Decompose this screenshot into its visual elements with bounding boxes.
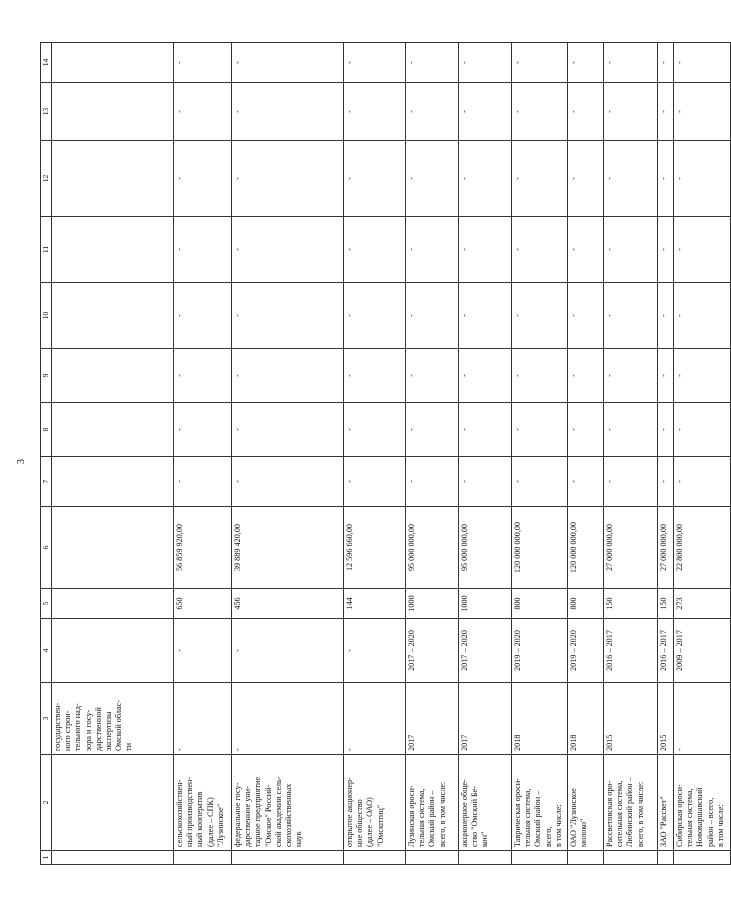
table-cell-col-6: 56 859 920,00 [174, 507, 232, 589]
table-row [52, 43, 174, 865]
table-cell-col-6: 12 596 660,00 [344, 507, 406, 589]
table-cell-col-6: 27 000 000,00 [604, 507, 658, 589]
table-cell-col-12: - [604, 141, 658, 217]
table-cell-col-13: - [658, 83, 674, 141]
table-cell-col-8: - [674, 403, 731, 457]
table-cell-col-2: Рассветовская оро- сительная система, Любинский район – всего, в том числе: [604, 755, 658, 851]
table-cell-col-4: 2016 – 2017 [604, 619, 658, 683]
table-cell-col-9: - [232, 349, 344, 403]
table-cell-col-3: 2018 [512, 683, 568, 755]
table-cell-col-3: 2015 [658, 683, 674, 755]
table-cell-col-10: - [344, 283, 406, 349]
row-number-cell [658, 851, 674, 865]
row-number-cell [406, 851, 459, 865]
table-cell-col-3: - [674, 683, 731, 755]
table-row [512, 43, 568, 865]
table-cell-col-14: - [174, 43, 232, 83]
table-cell-col-7: - [604, 457, 658, 507]
table-cell-col-13: - [568, 83, 604, 141]
table-cell-col-6: 27 000 000,00 [658, 507, 674, 589]
row-number-cell [174, 851, 232, 865]
table-cell-col-5: 150 [658, 589, 674, 619]
table-cell-col-14: - [512, 43, 568, 83]
table-cell-col-13: - [344, 83, 406, 141]
table-cell-col-7: - [568, 457, 604, 507]
table-cell-col-2: ЗАО "Рассвет" [658, 755, 674, 851]
column-number: 7 [41, 457, 52, 507]
row-number-cell [568, 851, 604, 865]
row-number-cell [232, 851, 344, 865]
table-cell-col-8: - [568, 403, 604, 457]
table-cell-col-12 [52, 141, 174, 217]
table-cell-col-14 [52, 43, 174, 83]
table-cell-col-6: 120 000 000,00 [568, 507, 604, 589]
table-row [604, 43, 658, 865]
table-cell-col-13: - [604, 83, 658, 141]
table-row [174, 43, 232, 865]
row-number-cell [459, 851, 512, 865]
table-cell-col-12: - [568, 141, 604, 217]
table-cell-col-8: - [344, 403, 406, 457]
table-cell-col-10: - [232, 283, 344, 349]
table-cell-col-13: - [406, 83, 459, 141]
table-cell-col-12: - [512, 141, 568, 217]
table-cell-col-9 [52, 349, 174, 403]
table-cell-col-11: - [406, 217, 459, 283]
table-cell-col-2: сельскохозяйствен- ный производствен- ный кооператив (далее – СПК) "Лузинское" [174, 755, 232, 851]
table-cell-col-6: 22 800 000,00 [674, 507, 731, 589]
table-cell-col-11: - [568, 217, 604, 283]
column-number: 1 [41, 851, 52, 865]
column-number: 2 [41, 755, 52, 851]
table-cell-col-9: - [674, 349, 731, 403]
row-number-cell [674, 851, 731, 865]
table-cell-col-7: - [344, 457, 406, 507]
table-row [459, 43, 512, 865]
table-cell-col-5 [52, 589, 174, 619]
table-cell-col-7: - [174, 457, 232, 507]
table-cell-col-11: - [674, 217, 731, 283]
table-cell-col-7: - [658, 457, 674, 507]
table-cell-col-3: государствен- ного строи- тельного над- зора и госу- дарственной экспертизы Омской облас- ти [52, 683, 174, 755]
table-cell-col-9: - [344, 349, 406, 403]
table-cell-col-8: - [174, 403, 232, 457]
table-cell-col-10 [52, 283, 174, 349]
table-cell-col-3: - [174, 683, 232, 755]
table-cell-col-6: 39 889 420,00 [232, 507, 344, 589]
page-number: 3 [16, 459, 27, 464]
column-number: 5 [41, 589, 52, 619]
table-cell-col-7 [52, 457, 174, 507]
rotated-table-container [40, 43, 725, 865]
table-cell-col-3: 2018 [568, 683, 604, 755]
table-cell-col-5: 800 [568, 589, 604, 619]
table-cell-col-3: 2017 [406, 683, 459, 755]
table-cell-col-14: - [406, 43, 459, 83]
table-cell-col-11: - [658, 217, 674, 283]
column-number: 13 [41, 83, 52, 141]
column-number: 10 [41, 283, 52, 349]
column-number: 9 [41, 349, 52, 403]
table-cell-col-10: - [604, 283, 658, 349]
table-cell-col-12: - [406, 141, 459, 217]
table-cell-col-9: - [512, 349, 568, 403]
table-cell-col-4: 2019 – 2020 [568, 619, 604, 683]
row-number-cell [604, 851, 658, 865]
table-cell-col-8: - [406, 403, 459, 457]
table-cell-col-2: ОАО "Лузинское молоко" [568, 755, 604, 851]
table-cell-col-8: - [604, 403, 658, 457]
table-cell-col-3: 2015 [604, 683, 658, 755]
table-cell-col-13: - [459, 83, 512, 141]
data-table [40, 42, 731, 865]
table-cell-col-11: - [604, 217, 658, 283]
table-cell-col-12: - [232, 141, 344, 217]
table-cell-col-13: - [512, 83, 568, 141]
table-cell-col-13 [52, 83, 174, 141]
table-cell-col-14: - [344, 43, 406, 83]
row-number-cell [512, 851, 568, 865]
table-cell-col-5: 650 [174, 589, 232, 619]
table-cell-col-3: - [344, 683, 406, 755]
table-cell-col-8: - [512, 403, 568, 457]
table-row [344, 43, 406, 865]
table-cell-col-9: - [406, 349, 459, 403]
table-cell-col-4: - [232, 619, 344, 683]
table-cell-col-7: - [232, 457, 344, 507]
table-cell-col-3: - [232, 683, 344, 755]
table-cell-col-11: - [512, 217, 568, 283]
table-cell-col-8: - [658, 403, 674, 457]
table-cell-col-10: - [174, 283, 232, 349]
table-cell-col-5: 1000 [406, 589, 459, 619]
table-cell-col-10: - [406, 283, 459, 349]
table-cell-col-10: - [512, 283, 568, 349]
table-cell-col-7: - [406, 457, 459, 507]
table-cell-col-5: 1000 [459, 589, 512, 619]
table-cell-col-9: - [568, 349, 604, 403]
table-cell-col-14: - [674, 43, 731, 83]
table-cell-col-12: - [674, 141, 731, 217]
table-cell-col-4: 2016 – 2017 [658, 619, 674, 683]
column-number: 14 [41, 43, 52, 83]
table-cell-col-14: - [658, 43, 674, 83]
table-cell-col-4: 2017 – 2020 [406, 619, 459, 683]
row-number-cell [344, 851, 406, 865]
column-number: 6 [41, 507, 52, 589]
table-cell-col-2: открытое акционер- ное общество (далее – ОАО) "Омскптиц" [344, 755, 406, 851]
table-cell-col-2: федеральное госу- дарственное уни- тарное предприятие "Омское" Россий- ской академии сель- скохозяйственных наук [232, 755, 344, 851]
table-row [674, 43, 731, 865]
table-cell-col-8: - [232, 403, 344, 457]
table-cell-col-6 [52, 507, 174, 589]
table-cell-col-8: - [459, 403, 512, 457]
table-cell-col-7: - [459, 457, 512, 507]
table-cell-col-10: - [459, 283, 512, 349]
table-cell-col-5: 150 [604, 589, 658, 619]
table-cell-col-13: - [674, 83, 731, 141]
table-cell-col-12: - [344, 141, 406, 217]
table-cell-col-2: Лузинская ороси- тельная система, Омский район – всего, в том числе: [406, 755, 459, 851]
table-cell-col-3: 2017 [459, 683, 512, 755]
table-cell-col-13: - [232, 83, 344, 141]
column-number: 12 [41, 141, 52, 217]
row-number-cell [52, 851, 174, 865]
table-cell-col-11 [52, 217, 174, 283]
table-cell-col-14: - [232, 43, 344, 83]
table-cell-col-5: 273 [674, 589, 731, 619]
table-cell-col-9: - [604, 349, 658, 403]
table-cell-col-4: 2019 – 2020 [512, 619, 568, 683]
table-cell-col-9: - [174, 349, 232, 403]
column-number: 4 [41, 619, 52, 683]
table-cell-col-12: - [459, 141, 512, 217]
column-number: 11 [41, 217, 52, 283]
column-number-row [41, 43, 52, 865]
table-cell-col-9: - [459, 349, 512, 403]
table-row [658, 43, 674, 865]
table-cell-col-12: - [658, 141, 674, 217]
table-cell-col-2: Сибирская ороси- тельная система, Нововаршавский район – всего, в том числе: [674, 755, 731, 851]
table-cell-col-2 [52, 755, 174, 851]
table-cell-col-4: - [344, 619, 406, 683]
table-cell-col-11: - [232, 217, 344, 283]
table-cell-col-4 [52, 619, 174, 683]
table-cell-col-10: - [674, 283, 731, 349]
table-cell-col-5: 800 [512, 589, 568, 619]
table-cell-col-2: Таврическая ороси- тельная система, Омский район – всего, в том числе: [512, 755, 568, 851]
table-cell-col-8 [52, 403, 174, 457]
table-cell-col-9: - [658, 349, 674, 403]
table-cell-col-6: 120 000 000,00 [512, 507, 568, 589]
table-row [406, 43, 459, 865]
table-cell-col-11: - [174, 217, 232, 283]
table-cell-col-10: - [568, 283, 604, 349]
table-cell-col-14: - [604, 43, 658, 83]
table-cell-col-14: - [568, 43, 604, 83]
table-cell-col-10: - [658, 283, 674, 349]
table-cell-col-13: - [174, 83, 232, 141]
table-cell-col-6: 95 000 000,00 [406, 507, 459, 589]
table-row [568, 43, 604, 865]
table-cell-col-11: - [344, 217, 406, 283]
table-row [232, 43, 344, 865]
table-cell-col-2: акционерное обще- ство "Омский Бе- кон" [459, 755, 512, 851]
table-cell-col-6: 95 000 000,00 [459, 507, 512, 589]
table-cell-col-7: - [512, 457, 568, 507]
table-cell-col-11: - [459, 217, 512, 283]
table-cell-col-5: 456 [232, 589, 344, 619]
table-cell-col-5: 144 [344, 589, 406, 619]
table-cell-col-4: 2009 – 2017 [674, 619, 731, 683]
table-cell-col-14: - [459, 43, 512, 83]
table-cell-col-7: - [674, 457, 731, 507]
table-cell-col-4: 2017 – 2020 [459, 619, 512, 683]
column-number: 8 [41, 403, 52, 457]
table-cell-col-4: - [174, 619, 232, 683]
column-number: 3 [41, 683, 52, 755]
table-cell-col-12: - [174, 141, 232, 217]
